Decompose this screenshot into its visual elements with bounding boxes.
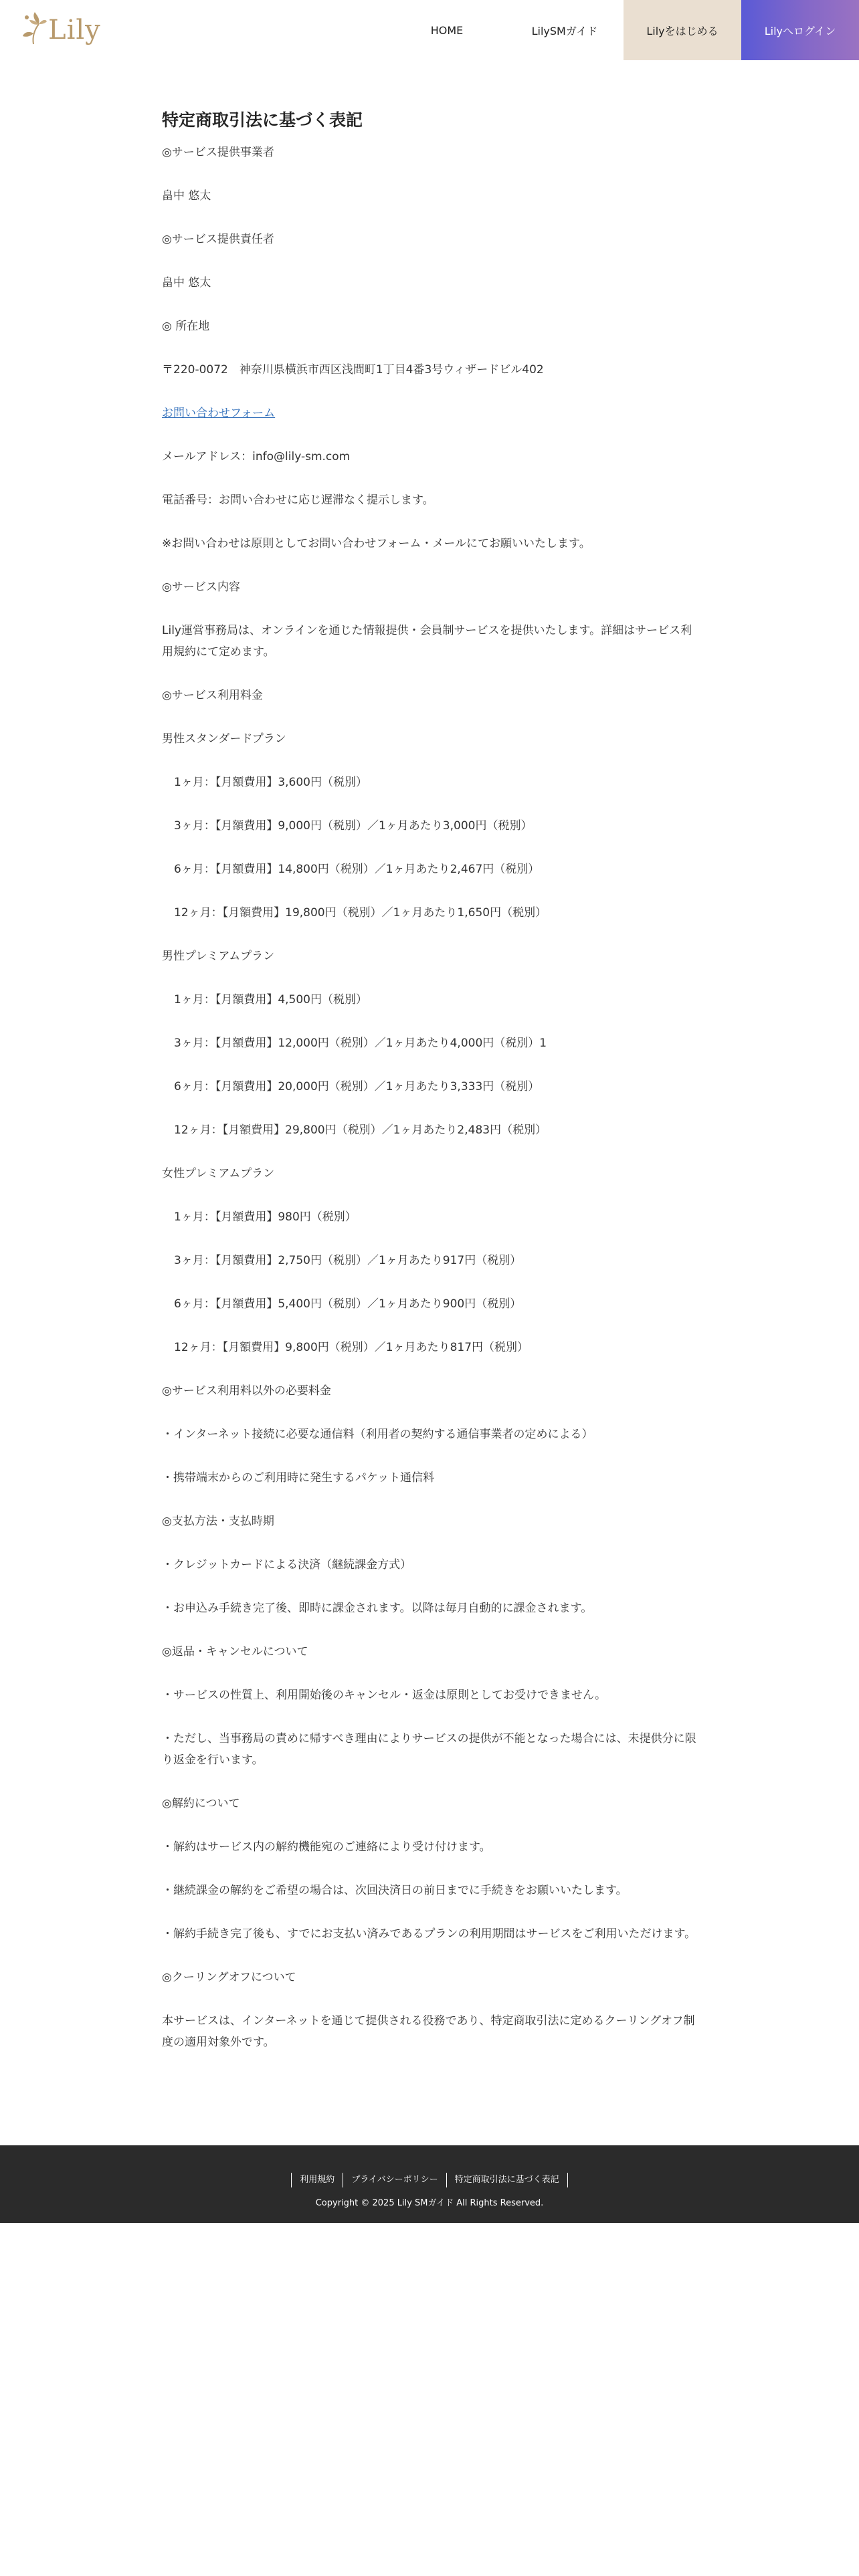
paragraph: 本サービスは、インターネットを通じて提供される役務であり、特定商取引法に定めるクーリングオフ制度の適用対象外です。 [162, 2014, 695, 2049]
paragraph: 1ヶ月：【月額費用】4,500円（税別） [174, 993, 367, 1006]
paragraph: ・お申込み手続き完了後、即時に課金されます。以降は毎月自動的に課金されます。 [162, 1602, 593, 1615]
paragraph: 〒220-0072 神奈川県横浜市西区浅間町1丁目4番3号ウィザードビル402 [162, 363, 544, 377]
paragraph: 12ヶ月：【月額費用】19,800円（税別）／1ヶ月あたり1,650円（税別） [174, 906, 547, 920]
logo-text: Lily [48, 15, 101, 45]
paragraph: 6ヶ月：【月額費用】20,000円（税別）／1ヶ月あたり3,333円（税別） [174, 1080, 540, 1093]
paragraph: ◎サービス利用料金 [162, 689, 263, 702]
paragraph: ◎サービス提供事業者 [162, 146, 274, 159]
paragraph: 6ヶ月：【月額費用】5,400円（税別）／1ヶ月あたり900円（税別） [174, 1297, 522, 1311]
page-title: 特定商取引法に基づく表記 [162, 110, 363, 130]
paragraph: メールアドレス：info@lily-sm.com [162, 450, 351, 463]
paragraph-with-link [162, 403, 697, 424]
paragraph: 3ヶ月：【月額費用】12,000円（税別）／1ヶ月あたり4,000円（税別）1 [174, 1037, 547, 1050]
paragraph: 男性プレミアムプラン [162, 950, 275, 963]
paragraph: 男性スタンダードプラン [162, 732, 286, 746]
nav-start-lily-button[interactable]: Lilyをはじめる [624, 0, 741, 60]
nav-home[interactable]: HOME [430, 23, 464, 37]
paragraph: ※お問い合わせは原則としてお問い合わせフォーム・メールにてお願いいたします。 [162, 537, 591, 550]
legal-notice-body [162, 142, 697, 2053]
paragraph: ◎支払方法・支払時期 [162, 1515, 274, 1528]
nav-login-button[interactable]: Lilyへログイン [741, 0, 859, 60]
paragraph: 12ヶ月：【月額費用】9,800円（税別）／1ヶ月あたり817円（税別） [174, 1341, 529, 1354]
paragraph: ・ただし、当事務局の責めに帰すべき理由によりサービスの提供が不能となった場合には、未提供分に限り返金を行います。 [162, 1732, 696, 1767]
paragraph: 1ヶ月：【月額費用】980円（税別） [174, 1210, 357, 1224]
contact-form-link[interactable]: お問い合わせフォーム [162, 407, 276, 420]
paragraph: 畠中 悠太 [162, 276, 211, 290]
main-nav [388, 0, 859, 60]
site-header [0, 0, 859, 60]
nav-lilysm-guide[interactable]: LilySMガイド [531, 24, 598, 37]
footer-links [0, 2173, 859, 2187]
paragraph: Lily運営事務局は、オンラインを通じた情報提供・会員制サービスを提供いたします。詳細はサービス利用規約にて定めます。 [162, 624, 692, 659]
paragraph: ・サービスの性質上、利用開始後のキャンセル・返金は原則としてお受けできません。 [162, 1689, 607, 1702]
footer-link-privacy[interactable]: プライバシーポリシー [343, 2173, 446, 2187]
site-logo[interactable] [19, 9, 106, 51]
paragraph: ◎ 所在地 [162, 320, 210, 333]
paragraph: ・解約手続き完了後も、すでにお支払い済みであるプランの利用期間はサービスをご利用いただけます。 [162, 1927, 696, 1941]
paragraph: 12ヶ月：【月額費用】29,800円（税別）／1ヶ月あたり2,483円（税別） [174, 1123, 547, 1137]
paragraph: ◎解約について [162, 1797, 240, 1810]
paragraph: 女性プレミアムプラン [162, 1167, 275, 1180]
paragraph: ◎クーリングオフについて [162, 1971, 296, 1984]
paragraph: ◎サービス提供責任者 [162, 233, 274, 246]
footer-link-terms[interactable]: 利用規約 [291, 2173, 343, 2187]
paragraph: 畠中 悠太 [162, 189, 211, 203]
paragraph: 3ヶ月：【月額費用】2,750円（税別）／1ヶ月あたり917円（税別） [174, 1254, 522, 1267]
copyright: Copyright © 2025 Lily SMガイド All Rights Reserved. [315, 2198, 544, 2208]
footer-link-tokusho[interactable]: 特定商取引法に基づく表記 [446, 2173, 568, 2187]
paragraph: ・クレジットカードによる決済（継続課金方式） [162, 1558, 412, 1572]
paragraph: 3ヶ月：【月額費用】9,000円（税別）／1ヶ月あたり3,000円（税別） [174, 819, 533, 833]
paragraph: ・携帯端末からのご利用時に発生するパケット通信料 [162, 1471, 435, 1485]
paragraph: ・解約はサービス内の解約機能宛のご連絡により受け付けます。 [162, 1840, 491, 1854]
paragraph: ◎サービス内容 [162, 580, 240, 594]
paragraph: ・インターネット接続に必要な通信料（利用者の契約する通信事業者の定めによる） [162, 1428, 593, 1441]
paragraph: 1ヶ月：【月額費用】3,600円（税別） [174, 776, 367, 789]
site-footer [0, 2145, 859, 2223]
paragraph: 6ヶ月：【月額費用】14,800円（税別）／1ヶ月あたり2,467円（税別） [174, 863, 540, 876]
paragraph: ◎サービス利用料以外の必要料金 [162, 1384, 331, 1398]
paragraph: ・継続課金の解約をご希望の場合は、次回決済日の前日までに手続きをお願いいたします。 [162, 1884, 628, 1897]
lily-flower-icon [19, 9, 48, 51]
paragraph: ◎返品・キャンセルについて [162, 1645, 308, 1658]
main-content [162, 107, 697, 2075]
paragraph: 電話番号：お問い合わせに応じ遅滞なく提示します。 [162, 494, 434, 507]
